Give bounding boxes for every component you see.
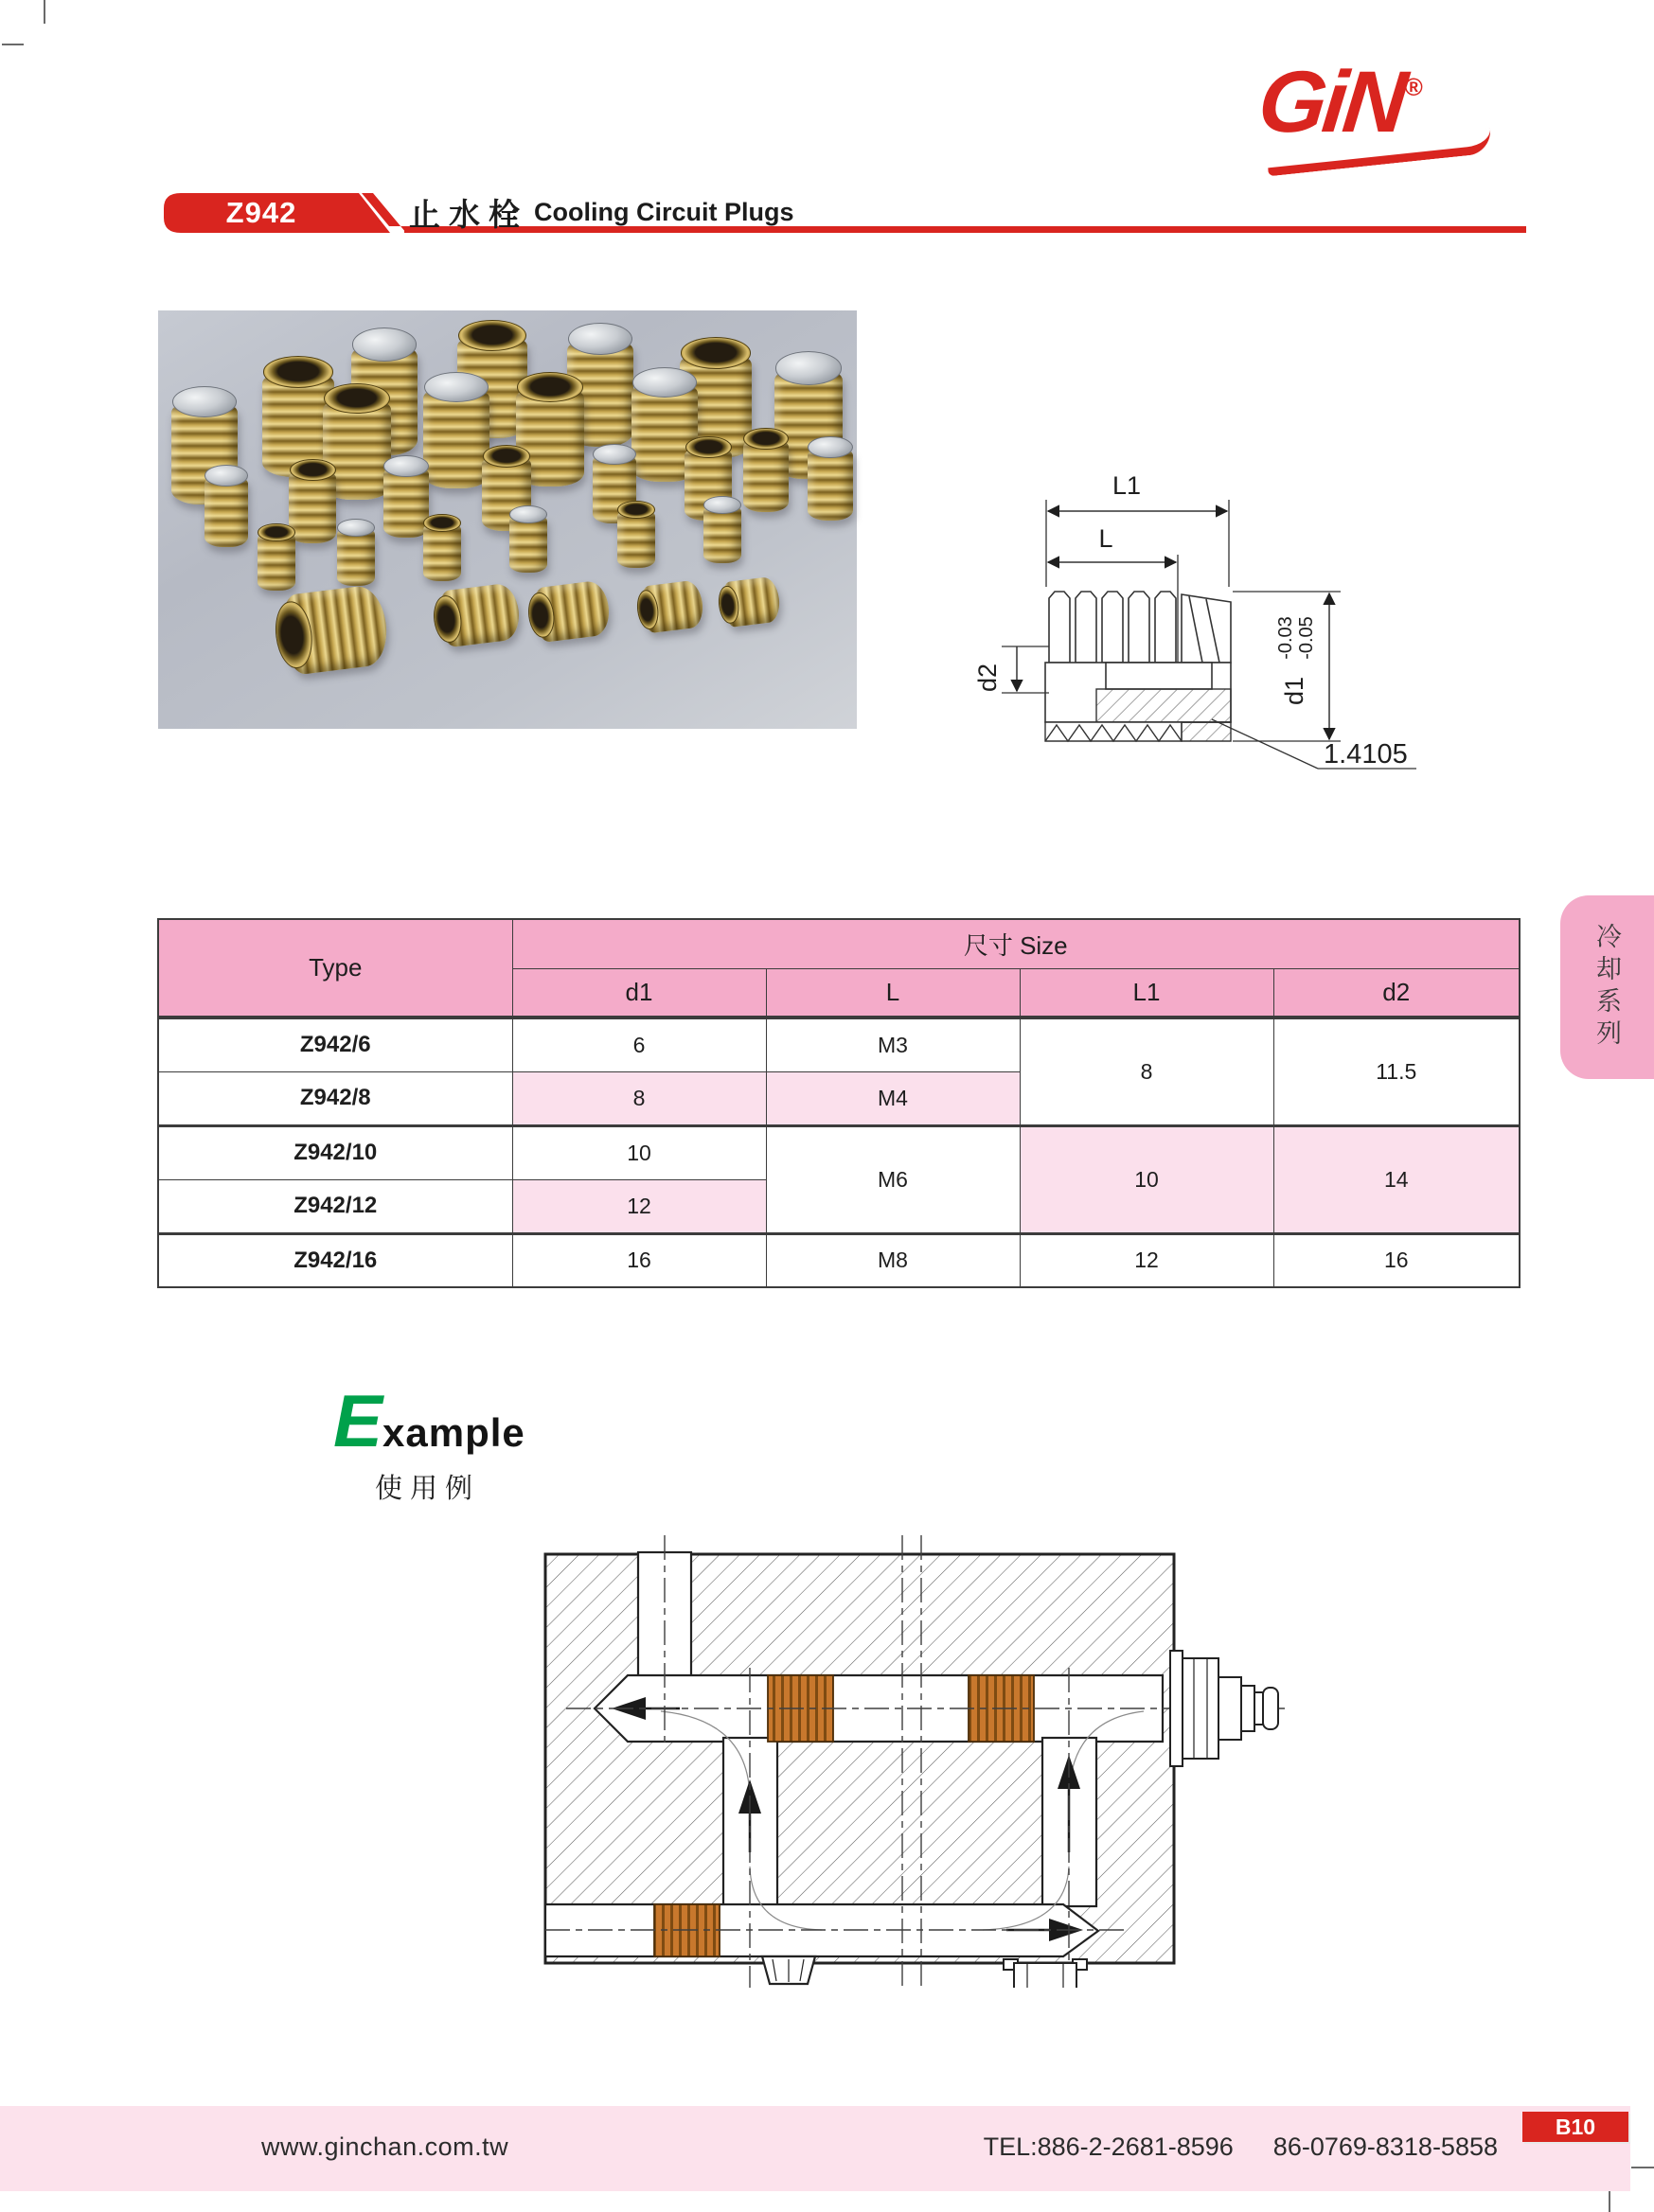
brass-plug (509, 514, 547, 573)
brass-plug (720, 576, 781, 628)
category-side-tab (1560, 895, 1654, 1079)
footer-tel-1: TEL:886-2-2681-8596 (983, 2132, 1234, 2161)
example-rest: xample (382, 1410, 525, 1455)
bottom-screw-plug (1004, 1959, 1087, 1988)
example-application-drawing (538, 1535, 1295, 1988)
page-title (409, 192, 794, 232)
brass-plug (808, 447, 853, 521)
example-subtitle: 使用例 (375, 1474, 481, 1504)
cell-L: M3 (766, 1018, 1020, 1071)
cell-d1: 6 (512, 1018, 766, 1071)
cell-L1: 8 (1020, 1018, 1273, 1125)
crop-mark (44, 0, 45, 24)
cell-L1: 12 (1020, 1233, 1273, 1287)
col-header-d1: d1 (512, 968, 766, 1018)
size-group-header: 尺寸 Size (512, 919, 1520, 968)
brass-plug (277, 584, 391, 677)
cell-d1: 10 (512, 1125, 766, 1179)
cell-L: M6 (766, 1125, 1020, 1233)
cell-L1: 10 (1020, 1125, 1273, 1233)
product-photo (158, 310, 857, 729)
brass-plug (638, 579, 705, 634)
brand-logo (1254, 54, 1534, 172)
brass-plug (337, 527, 375, 586)
brass-plug (617, 509, 655, 568)
cell-d2: 14 (1273, 1125, 1520, 1233)
footer-phones (984, 2132, 1498, 2162)
cell-type: Z942/12 (158, 1179, 512, 1233)
website-link[interactable]: www.ginchan.com.tw (261, 2132, 509, 2161)
col-header-L: L (766, 968, 1020, 1018)
table-row (158, 1125, 1520, 1179)
brass-plug (289, 469, 336, 543)
cell-d1: 8 (512, 1071, 766, 1125)
dim-d1-tol-bottom: -0.05 (1296, 616, 1317, 660)
cell-L: M8 (766, 1233, 1020, 1287)
brass-plug (703, 504, 741, 563)
crop-mark (1631, 2167, 1654, 2168)
dimension-drawing (964, 452, 1467, 810)
col-header-d2: d2 (1273, 968, 1520, 1018)
col-header-L1: L1 (1020, 968, 1273, 1018)
brass-plug (205, 475, 248, 547)
cell-type: Z942/10 (158, 1125, 512, 1179)
dim-d1: d1 (1280, 676, 1308, 706)
registered-mark: ® (1404, 73, 1423, 101)
example-initial: E (333, 1379, 383, 1462)
crop-mark (1609, 2189, 1610, 2212)
cell-L: M4 (766, 1071, 1020, 1125)
cell-d1: 16 (512, 1233, 766, 1287)
category-side-tab-label: 冷却系列 (1592, 923, 1621, 1052)
dim-L1: L1 (1112, 471, 1142, 500)
brass-plug (423, 522, 461, 581)
title-english: Cooling Circuit Plugs (534, 197, 794, 226)
dim-d1-tol-top: -0.03 (1275, 616, 1296, 660)
table-row (158, 1233, 1520, 1287)
hose-fitting (1170, 1651, 1278, 1766)
product-code: Z942 (225, 196, 297, 229)
brass-plug (423, 386, 489, 488)
brass-plug (436, 582, 523, 648)
size-table (157, 918, 1521, 1288)
table-row (158, 1018, 1520, 1071)
material-callout: 1.4105 (1324, 739, 1408, 770)
title-chinese: 止水栓 (409, 196, 528, 232)
brand-logo-text: GiN (1254, 54, 1408, 150)
brass-plug (383, 466, 429, 538)
col-header-type: Type (158, 919, 512, 1018)
page-number-badge: B10 (1522, 2112, 1628, 2142)
cell-type: Z942/8 (158, 1071, 512, 1125)
cell-d2: 11.5 (1273, 1018, 1520, 1125)
cell-d2: 16 (1273, 1233, 1520, 1287)
brass-plug (530, 579, 612, 643)
cell-d1: 12 (512, 1179, 766, 1233)
dim-L: L (1098, 524, 1113, 553)
example-section-heading (333, 1379, 525, 1506)
footer-bar (0, 2106, 1630, 2191)
crop-mark (2, 44, 24, 45)
cell-type: Z942/6 (158, 1018, 512, 1071)
cell-type: Z942/16 (158, 1233, 512, 1287)
brass-plug (743, 438, 789, 512)
dim-d2: d2 (973, 663, 1002, 693)
brass-plug (258, 532, 295, 591)
footer-tel-2: 86-0769-8318-5858 (1272, 2132, 1498, 2161)
